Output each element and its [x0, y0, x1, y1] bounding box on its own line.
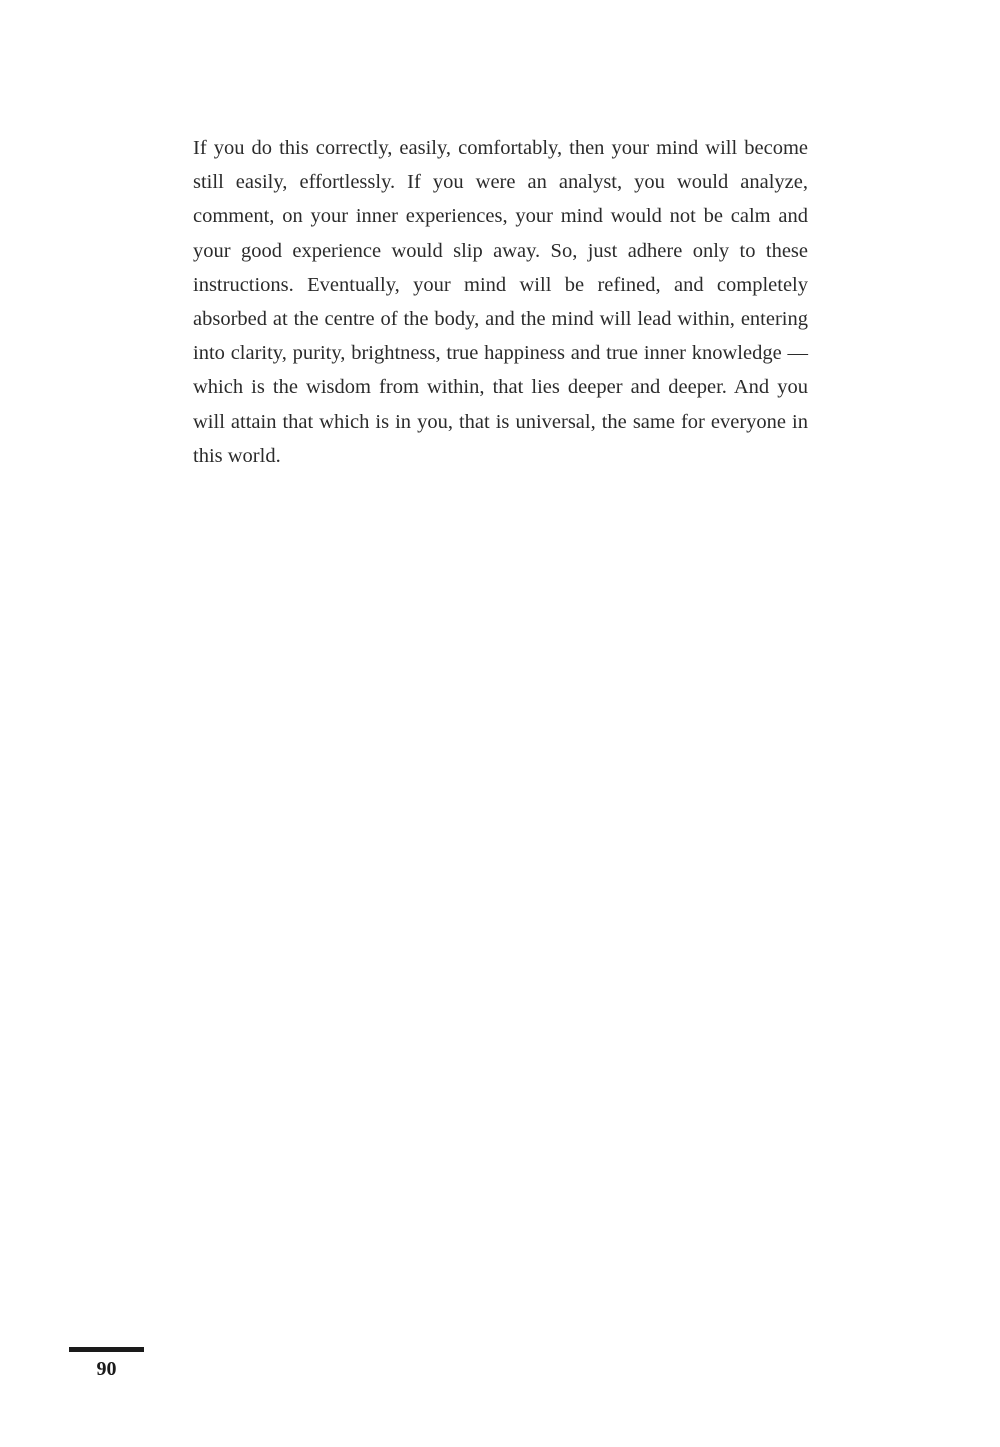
footer-rule [69, 1347, 144, 1352]
page-number: 90 [96, 1358, 117, 1380]
body-paragraph: If you do this correctly, easily, comfortably, then your mind will become still easily, effortlessly. If you were an analyst, you would analyze, comment, on your inner experiences, your mind would not be calm and your good experience would slip away. So, just adhere only to these instructions. Eventually, your mind will be refined, and completely absorbed at the centre of the body, and the mind will lead within, entering into clarity, purity, brightness, true happiness and true inner knowledge — which is the wisdom from within, that lies deeper and deeper. And you will attain that which is in you, that is universal, the same for everyone in this world. [193, 137, 808, 467]
